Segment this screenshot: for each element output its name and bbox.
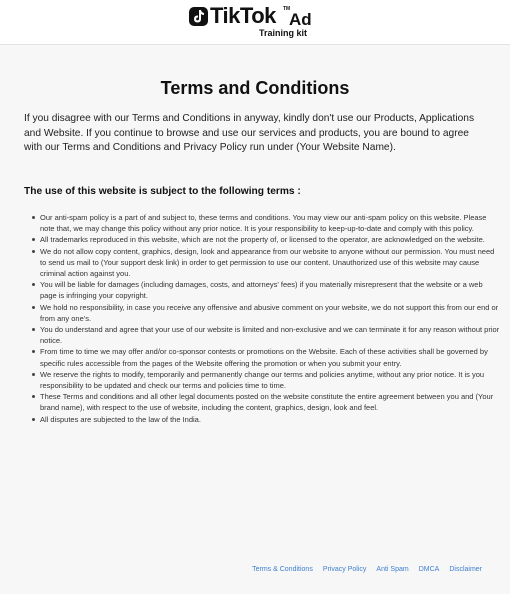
site-header <box>0 0 510 45</box>
footer-link-disclaimer[interactable]: Disclaimer <box>449 566 482 573</box>
list-item: You will be liable for damages (including damages, costs, and attorneys' fees) if you materially misrepresent that the website or a web page is infringing your copyright. <box>40 279 500 301</box>
logo-subtitle: Training kit <box>259 28 308 38</box>
list-item: These Terms and conditions and all other legal documents posted on the website constitute the entire agreement between you and (Your brand name), with respect to the use of website, including the content, graphics, design, look and feel. <box>40 391 500 413</box>
list-item: You do understand and agree that your use of our website is limited and non-exclusive and we can terminate it for any reason without prior notice. <box>40 325 500 346</box>
intro-paragraph: If you disagree with our Terms and Conditions in anyway, kindly don't use our Products, Applications and Website. If you continue to browse and use our services and products, you are bound to agree with our Terms and Conditions and Privacy Policy run under (Your Website Name). <box>24 113 475 153</box>
list-item: All disputes are subjected to the law of the India. <box>40 414 500 425</box>
list-item: We reserve the rights to modify, temporarily and permanently change our terms and policies anytime, without any prior notice. It is you responsibility to be updated and check our terms and policies time to time. <box>40 369 500 391</box>
terms-subheading: The use of this website is subject to the following terms : <box>24 186 301 197</box>
terms-list <box>24 212 500 425</box>
footer-link-terms[interactable]: Terms & Conditions <box>252 566 313 573</box>
list-item: We do not allow copy content, graphics, design, look and appearance from our website to anyone without our permission. You must need to send us mail to (Your support desk link) in order to get permission to use our content. Unauthorized use of this website may cause criminal action against you. <box>40 246 500 280</box>
logo-trademark: TM <box>283 6 291 12</box>
list-item: From time to time we may offer and/or co-sponsor contests or promotions on the Website. Each of these activities shall be governed by specific rules accessible from the pages of the Website offering the promotion or when you submit your entry. <box>40 346 500 368</box>
tiktok-ad-logo[interactable] <box>189 5 321 39</box>
footer-link-dmca[interactable]: DMCA <box>418 566 440 573</box>
page-title: Terms and Conditions <box>160 78 350 98</box>
list-item: All trademarks reproduced in this website, which are not the property of, or licensed to the operator, are acknowledged on the website. <box>40 234 500 245</box>
logo-wordmark: TikTok <box>210 3 276 28</box>
content-area <box>0 45 510 594</box>
tiktok-note-icon <box>189 7 208 26</box>
logo-ad: Ad <box>289 10 312 29</box>
footer-link-privacy[interactable]: Privacy Policy <box>322 566 367 573</box>
footer-link-anti-spam[interactable]: Anti Spam <box>376 566 409 573</box>
list-item: We hold no responsibility, in case you receive any offensive and abusive comment on your website, we do not support this from our end or from any one's. <box>40 302 499 323</box>
footer-links <box>252 566 482 573</box>
list-item: Our anti-spam policy is a part of and subject to, these terms and conditions. You may view our anti-spam policy on this website. Please note that, we may change this policy without any prior notice. It is your responsibility to keep-up-to-date and comply with this policy. <box>40 212 500 234</box>
